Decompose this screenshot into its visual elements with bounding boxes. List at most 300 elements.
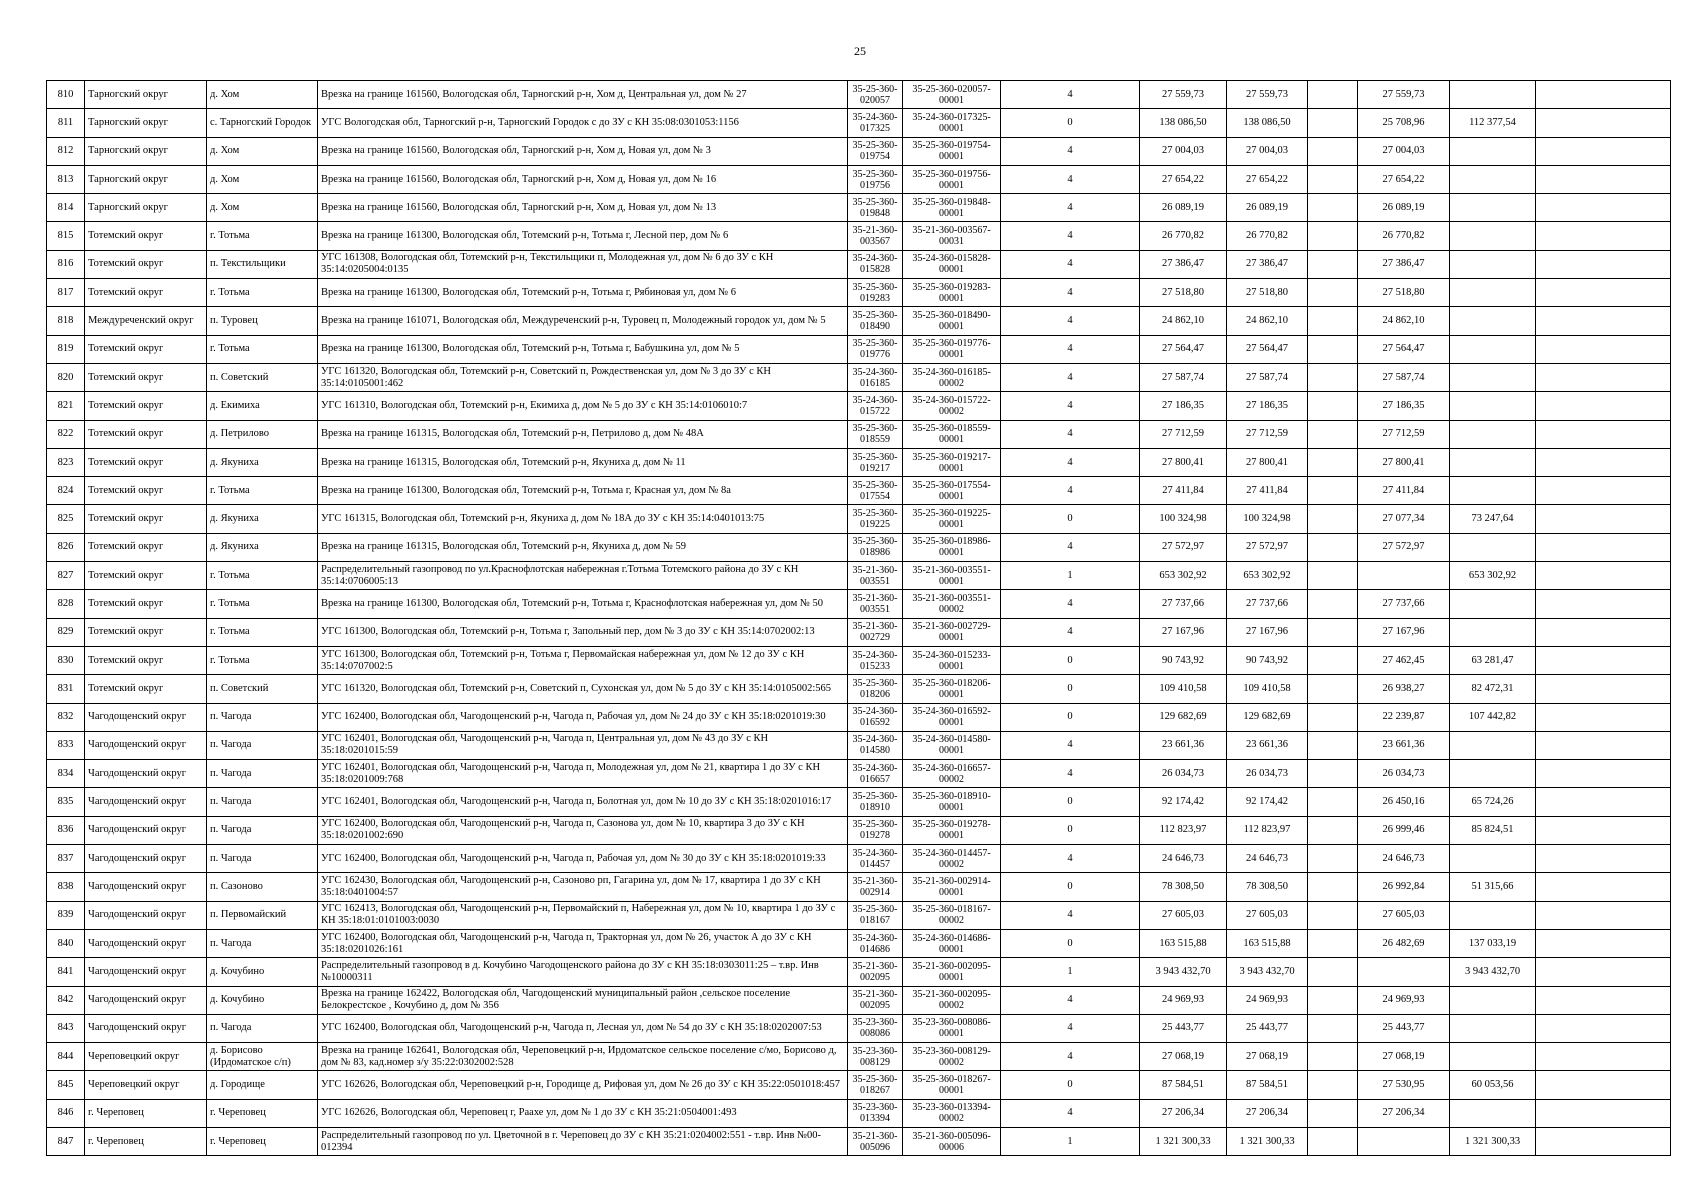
value-cell-2: 27 186,35 <box>1227 392 1308 420</box>
category-cell: 4 <box>1001 392 1140 420</box>
district-cell: г. Череповец <box>85 1099 207 1127</box>
value-cell-4: 24 862,10 <box>1358 307 1450 335</box>
cadastral-number-cell: 35-24-360-016592 <box>848 703 903 731</box>
category-cell: 0 <box>1001 929 1140 957</box>
district-cell: Тарногский округ <box>85 109 207 137</box>
value-cell-5 <box>1450 420 1536 448</box>
row-number-cell: 815 <box>47 222 85 250</box>
object-code-cell: 35-24-360-016185-00002 <box>903 363 1001 391</box>
value-cell-4 <box>1358 1127 1450 1155</box>
object-description-cell: Врезка на границе 161560, Вологодская обл, Тарногский р-н, Хом д, Центральная ул, дом № 27 <box>318 81 848 109</box>
table-row <box>47 1014 1671 1042</box>
locality-cell: д. Хом <box>207 165 318 193</box>
table-row <box>47 1099 1671 1127</box>
category-cell: 4 <box>1001 1014 1140 1042</box>
locality-cell: п. Сазоново <box>207 873 318 901</box>
cadastral-number-cell: 35-24-360-014686 <box>848 929 903 957</box>
object-code-cell: 35-25-360-019776-00001 <box>903 335 1001 363</box>
value-cell-1: 27 068,19 <box>1140 1043 1227 1071</box>
value-cell-6 <box>1536 1071 1671 1099</box>
district-cell: Междуреченский округ <box>85 307 207 335</box>
value-cell-3 <box>1308 165 1358 193</box>
value-cell-1: 27 004,03 <box>1140 137 1227 165</box>
value-cell-4: 27 564,47 <box>1358 335 1450 363</box>
value-cell-6 <box>1536 901 1671 929</box>
object-description-cell: УГС 162626, Вологодская обл, Череповец г, Раахе ул, дом № 1 до ЗУ с КН 35:21:0504001:493 <box>318 1099 848 1127</box>
locality-cell: п. Чагода <box>207 731 318 759</box>
table-row <box>47 703 1671 731</box>
value-cell-3 <box>1308 562 1358 590</box>
value-cell-4: 27 386,47 <box>1358 250 1450 278</box>
object-description-cell: Врезка на границе 162422, Вологодская обл, Чагодощенский муниципальный район ,сельское поселение Белокрестское , Кочубино д, дом № 356 <box>318 986 848 1014</box>
row-number-cell: 837 <box>47 845 85 873</box>
row-number-cell: 811 <box>47 109 85 137</box>
value-cell-3 <box>1308 533 1358 561</box>
locality-cell: д. Городище <box>207 1071 318 1099</box>
object-code-cell: 35-21-360-002729-00001 <box>903 618 1001 646</box>
locality-cell: г. Тотьма <box>207 590 318 618</box>
value-cell-5 <box>1450 250 1536 278</box>
category-cell: 4 <box>1001 81 1140 109</box>
value-cell-2: 27 068,19 <box>1227 1043 1308 1071</box>
value-cell-1: 25 443,77 <box>1140 1014 1227 1042</box>
value-cell-1: 87 584,51 <box>1140 1071 1227 1099</box>
cadastral-number-cell: 35-21-360-003551 <box>848 562 903 590</box>
value-cell-6 <box>1536 109 1671 137</box>
value-cell-6 <box>1536 392 1671 420</box>
value-cell-3 <box>1308 1071 1358 1099</box>
object-description-cell: Врезка на границе 161560, Вологодская обл, Тарногский р-н, Хом д, Новая ул, дом № 13 <box>318 194 848 222</box>
value-cell-4: 27 605,03 <box>1358 901 1450 929</box>
value-cell-3 <box>1308 1014 1358 1042</box>
locality-cell: д. Петрилово <box>207 420 318 448</box>
district-cell: г. Череповец <box>85 1127 207 1155</box>
value-cell-2: 26 770,82 <box>1227 222 1308 250</box>
value-cell-5 <box>1450 986 1536 1014</box>
table-row <box>47 81 1671 109</box>
value-cell-2: 78 308,50 <box>1227 873 1308 901</box>
row-number-cell: 826 <box>47 533 85 561</box>
locality-cell: д. Якуниха <box>207 448 318 476</box>
object-code-cell: 35-23-360-013394-00002 <box>903 1099 1001 1127</box>
district-cell: Чагодощенский округ <box>85 958 207 986</box>
cadastral-number-cell: 35-25-360-018559 <box>848 420 903 448</box>
cadastral-number-cell: 35-24-360-014457 <box>848 845 903 873</box>
table-row <box>47 222 1671 250</box>
category-cell: 0 <box>1001 788 1140 816</box>
locality-cell: д. Кочубино <box>207 986 318 1014</box>
cadastral-number-cell: 35-25-360-019225 <box>848 505 903 533</box>
value-cell-1: 24 646,73 <box>1140 845 1227 873</box>
object-description-cell: Врезка на границе 162641, Вологодская обл, Череповецкий р-н, Ирдоматское сельское поселение с/мо, Борисово д, дом № 83, кад.номер з/у 35:22:0302002:528 <box>318 1043 848 1071</box>
object-description-cell: Распределительный газопровод по ул.Краснофлотская набережная г.Тотьма Тотемского района до ЗУ с КН 35:14:0706005:13 <box>318 562 848 590</box>
value-cell-5: 85 824,51 <box>1450 816 1536 844</box>
category-cell: 0 <box>1001 873 1140 901</box>
value-cell-4: 26 089,19 <box>1358 194 1450 222</box>
locality-cell: п. Чагода <box>207 845 318 873</box>
value-cell-5 <box>1450 222 1536 250</box>
district-cell: Тотемский округ <box>85 533 207 561</box>
district-cell: Чагодощенский округ <box>85 731 207 759</box>
value-cell-4: 27 411,84 <box>1358 477 1450 505</box>
district-cell: Череповецкий округ <box>85 1071 207 1099</box>
table-row <box>47 420 1671 448</box>
value-cell-4: 27 186,35 <box>1358 392 1450 420</box>
table-row <box>47 618 1671 646</box>
object-code-cell: 35-25-360-019278-00001 <box>903 816 1001 844</box>
object-code-cell: 35-23-360-008129-00002 <box>903 1043 1001 1071</box>
category-cell: 4 <box>1001 845 1140 873</box>
value-cell-3 <box>1308 929 1358 957</box>
value-cell-5: 653 302,92 <box>1450 562 1536 590</box>
value-cell-6 <box>1536 788 1671 816</box>
object-description-cell: УГС 162400, Вологодская обл, Чагодощенский р-н, Чагода п, Рабочая ул, дом № 24 до ЗУ с КН 35:18:0201019:30 <box>318 703 848 731</box>
value-cell-1: 27 206,34 <box>1140 1099 1227 1127</box>
cadastral-number-cell: 35-24-360-015233 <box>848 646 903 674</box>
locality-cell: п. Чагода <box>207 788 318 816</box>
value-cell-2: 27 737,66 <box>1227 590 1308 618</box>
value-cell-4: 27 077,34 <box>1358 505 1450 533</box>
value-cell-6 <box>1536 986 1671 1014</box>
value-cell-6 <box>1536 703 1671 731</box>
object-description-cell: УГС 162401, Вологодская обл, Чагодощенский р-н, Чагода п, Центральная ул, дом № 43 до ЗУ с КН 35:18:0201015:59 <box>318 731 848 759</box>
object-code-cell: 35-24-360-016592-00001 <box>903 703 1001 731</box>
category-cell: 0 <box>1001 109 1140 137</box>
cadastral-number-cell: 35-25-360-019754 <box>848 137 903 165</box>
table-row <box>47 505 1671 533</box>
table-row <box>47 448 1671 476</box>
value-cell-6 <box>1536 1014 1671 1042</box>
value-cell-4: 27 206,34 <box>1358 1099 1450 1127</box>
value-cell-1: 27 559,73 <box>1140 81 1227 109</box>
value-cell-6 <box>1536 477 1671 505</box>
value-cell-6 <box>1536 618 1671 646</box>
value-cell-3 <box>1308 279 1358 307</box>
object-code-cell: 35-25-360-019754-00001 <box>903 137 1001 165</box>
locality-cell: д. Хом <box>207 81 318 109</box>
value-cell-4: 22 239,87 <box>1358 703 1450 731</box>
row-number-cell: 814 <box>47 194 85 222</box>
value-cell-1: 24 862,10 <box>1140 307 1227 335</box>
district-cell: Тарногский округ <box>85 194 207 222</box>
cadastral-number-cell: 35-24-360-016185 <box>848 363 903 391</box>
row-number-cell: 841 <box>47 958 85 986</box>
object-code-cell: 35-25-360-019283-00001 <box>903 279 1001 307</box>
cadastral-number-cell: 35-25-360-017554 <box>848 477 903 505</box>
row-number-cell: 838 <box>47 873 85 901</box>
value-cell-4: 26 482,69 <box>1358 929 1450 957</box>
value-cell-2: 138 086,50 <box>1227 109 1308 137</box>
cadastral-number-cell: 35-25-360-018986 <box>848 533 903 561</box>
row-number-cell: 844 <box>47 1043 85 1071</box>
value-cell-3 <box>1308 1127 1358 1155</box>
row-number-cell: 839 <box>47 901 85 929</box>
value-cell-3 <box>1308 590 1358 618</box>
value-cell-2: 129 682,69 <box>1227 703 1308 731</box>
object-description-cell: Врезка на границе 161300, Вологодская обл, Тотемский р-н, Тотьма г, Красная ул, дом № 8а <box>318 477 848 505</box>
locality-cell: п. Чагода <box>207 929 318 957</box>
value-cell-5 <box>1450 477 1536 505</box>
table-row <box>47 562 1671 590</box>
row-number-cell: 820 <box>47 363 85 391</box>
row-number-cell: 835 <box>47 788 85 816</box>
row-number-cell: 823 <box>47 448 85 476</box>
value-cell-2: 27 206,34 <box>1227 1099 1308 1127</box>
value-cell-3 <box>1308 109 1358 137</box>
locality-cell: п. Чагода <box>207 760 318 788</box>
value-cell-1: 129 682,69 <box>1140 703 1227 731</box>
object-code-cell: 35-21-360-002095-00002 <box>903 986 1001 1014</box>
category-cell: 1 <box>1001 1127 1140 1155</box>
value-cell-2: 27 605,03 <box>1227 901 1308 929</box>
object-description-cell: УГС 162626, Вологодская обл, Череповецкий р-н, Городище д, Рифовая ул, дом № 26 до ЗУ с КН 35:22:0501018:457 <box>318 1071 848 1099</box>
value-cell-6 <box>1536 279 1671 307</box>
value-cell-1: 23 661,36 <box>1140 731 1227 759</box>
value-cell-3 <box>1308 81 1358 109</box>
district-cell: Чагодощенский округ <box>85 873 207 901</box>
value-cell-1: 27 800,41 <box>1140 448 1227 476</box>
row-number-cell: 810 <box>47 81 85 109</box>
value-cell-2: 27 564,47 <box>1227 335 1308 363</box>
value-cell-4: 27 737,66 <box>1358 590 1450 618</box>
value-cell-5: 137 033,19 <box>1450 929 1536 957</box>
row-number-cell: 834 <box>47 760 85 788</box>
value-cell-1: 27 186,35 <box>1140 392 1227 420</box>
value-cell-3 <box>1308 731 1358 759</box>
locality-cell: г. Тотьма <box>207 562 318 590</box>
value-cell-1: 92 174,42 <box>1140 788 1227 816</box>
value-cell-1: 90 743,92 <box>1140 646 1227 674</box>
value-cell-1: 78 308,50 <box>1140 873 1227 901</box>
value-cell-3 <box>1308 675 1358 703</box>
row-number-cell: 817 <box>47 279 85 307</box>
value-cell-4: 27 572,97 <box>1358 533 1450 561</box>
value-cell-2: 23 661,36 <box>1227 731 1308 759</box>
value-cell-6 <box>1536 816 1671 844</box>
object-description-cell: УГС 162400, Вологодская обл, Чагодощенский р-н, Чагода п, Рабочая ул, дом № 30 до ЗУ с КН 35:18:0201019:33 <box>318 845 848 873</box>
value-cell-6 <box>1536 1043 1671 1071</box>
row-number-cell: 846 <box>47 1099 85 1127</box>
value-cell-5 <box>1450 194 1536 222</box>
value-cell-6 <box>1536 675 1671 703</box>
value-cell-1: 112 823,97 <box>1140 816 1227 844</box>
value-cell-5 <box>1450 1014 1536 1042</box>
value-cell-5 <box>1450 335 1536 363</box>
table-row <box>47 731 1671 759</box>
cadastral-number-cell: 35-24-360-016657 <box>848 760 903 788</box>
object-code-cell: 35-24-360-015828-00001 <box>903 250 1001 278</box>
value-cell-6 <box>1536 307 1671 335</box>
value-cell-5: 63 281,47 <box>1450 646 1536 674</box>
value-cell-4: 24 646,73 <box>1358 845 1450 873</box>
value-cell-5 <box>1450 590 1536 618</box>
category-cell: 4 <box>1001 194 1140 222</box>
value-cell-4: 26 999,46 <box>1358 816 1450 844</box>
cadastral-number-cell: 35-24-360-014580 <box>848 731 903 759</box>
district-cell: Тотемский округ <box>85 420 207 448</box>
object-description-cell: УГС 161320, Вологодская обл, Тотемский р-н, Советский п, Сухонская ул, дом № 5 до ЗУ с КН 35:14:0105002:565 <box>318 675 848 703</box>
object-description-cell: УГС 162401, Вологодская обл, Чагодощенский р-н, Чагода п, Болотная ул, дом № 10 до ЗУ с КН 35:18:0201016:17 <box>318 788 848 816</box>
value-cell-4: 27 518,80 <box>1358 279 1450 307</box>
value-cell-1: 24 969,93 <box>1140 986 1227 1014</box>
cadastral-number-cell: 35-21-360-002095 <box>848 986 903 1014</box>
category-cell: 0 <box>1001 1071 1140 1099</box>
value-cell-5 <box>1450 363 1536 391</box>
category-cell: 0 <box>1001 675 1140 703</box>
value-cell-4: 26 034,73 <box>1358 760 1450 788</box>
value-cell-1: 163 515,88 <box>1140 929 1227 957</box>
object-code-cell: 35-24-360-014580-00001 <box>903 731 1001 759</box>
cadastral-number-cell: 35-23-360-008129 <box>848 1043 903 1071</box>
cadastral-number-cell: 35-24-360-015722 <box>848 392 903 420</box>
table-row <box>47 901 1671 929</box>
object-description-cell: Врезка на границе 161071, Вологодская обл, Междуреченский р-н, Туровец п, Молодежный городок ул, дом № 5 <box>318 307 848 335</box>
object-description-cell: Врезка на границе 161560, Вологодская обл, Тарногский р-н, Хом д, Новая ул, дом № 16 <box>318 165 848 193</box>
value-cell-6 <box>1536 873 1671 901</box>
object-code-cell: 35-25-360-019848-00001 <box>903 194 1001 222</box>
table-row <box>47 533 1671 561</box>
category-cell: 4 <box>1001 279 1140 307</box>
value-cell-2: 87 584,51 <box>1227 1071 1308 1099</box>
value-cell-5: 73 247,64 <box>1450 505 1536 533</box>
value-cell-5: 107 442,82 <box>1450 703 1536 731</box>
locality-cell: п. Советский <box>207 675 318 703</box>
value-cell-5 <box>1450 81 1536 109</box>
category-cell: 4 <box>1001 250 1140 278</box>
object-code-cell: 35-25-360-019217-00001 <box>903 448 1001 476</box>
value-cell-4: 27 068,19 <box>1358 1043 1450 1071</box>
table-row <box>47 1071 1671 1099</box>
table-row <box>47 646 1671 674</box>
district-cell: Тарногский округ <box>85 81 207 109</box>
district-cell: Тотемский округ <box>85 562 207 590</box>
value-cell-4: 25 443,77 <box>1358 1014 1450 1042</box>
object-code-cell: 35-21-360-003567-00031 <box>903 222 1001 250</box>
row-number-cell: 825 <box>47 505 85 533</box>
row-number-cell: 842 <box>47 986 85 1014</box>
row-number-cell: 829 <box>47 618 85 646</box>
value-cell-4: 27 559,73 <box>1358 81 1450 109</box>
object-description-cell: УГС 162400, Вологодская обл, Чагодощенский р-н, Чагода п, Сазонова ул, дом № 10, квартира 3 до ЗУ с КН 35:18:0201002:690 <box>318 816 848 844</box>
locality-cell: д. Екимиха <box>207 392 318 420</box>
table-row <box>47 109 1671 137</box>
table-row <box>47 165 1671 193</box>
value-cell-2: 25 443,77 <box>1227 1014 1308 1042</box>
locality-cell: п. Туровец <box>207 307 318 335</box>
row-number-cell: 836 <box>47 816 85 844</box>
value-cell-5: 60 053,56 <box>1450 1071 1536 1099</box>
value-cell-1: 26 770,82 <box>1140 222 1227 250</box>
district-cell: Чагодощенский округ <box>85 816 207 844</box>
value-cell-3 <box>1308 250 1358 278</box>
value-cell-3 <box>1308 448 1358 476</box>
district-cell: Череповецкий округ <box>85 1043 207 1071</box>
value-cell-1: 27 518,80 <box>1140 279 1227 307</box>
value-cell-4: 27 004,03 <box>1358 137 1450 165</box>
value-cell-1: 27 737,66 <box>1140 590 1227 618</box>
cadastral-number-cell: 35-21-360-002914 <box>848 873 903 901</box>
cadastral-number-cell: 35-25-360-018267 <box>848 1071 903 1099</box>
value-cell-4: 23 661,36 <box>1358 731 1450 759</box>
object-description-cell: Врезка на границе 161300, Вологодская обл, Тотемский р-н, Тотьма г, Лесной пер, дом № 6 <box>318 222 848 250</box>
cadastral-number-cell: 35-21-360-003551 <box>848 590 903 618</box>
locality-cell: с. Тарногский Городок <box>207 109 318 137</box>
object-description-cell: Распределительный газопровод в д. Кочубино Чагодощенского района до ЗУ с КН 35:18:0303011:25 – т.вр. Инв №10000311 <box>318 958 848 986</box>
value-cell-1: 27 712,59 <box>1140 420 1227 448</box>
object-description-cell: УГС 161310, Вологодская обл, Тотемский р-н, Екимиха д, дом № 5 до ЗУ с КН 35:14:0106010:7 <box>318 392 848 420</box>
district-cell: Тотемский округ <box>85 618 207 646</box>
district-cell: Тотемский округ <box>85 250 207 278</box>
district-cell: Тарногский округ <box>85 165 207 193</box>
value-cell-2: 27 004,03 <box>1227 137 1308 165</box>
value-cell-2: 26 089,19 <box>1227 194 1308 222</box>
object-description-cell: УГС 162413, Вологодская обл, Чагодощенский р-н, Первомайский п, Набережная ул, дом № 10, квартира 1 до ЗУ с КН 35:18:01:0101003:0030 <box>318 901 848 929</box>
value-cell-3 <box>1308 816 1358 844</box>
locality-cell: г. Тотьма <box>207 335 318 363</box>
cadastral-number-cell: 35-21-360-002729 <box>848 618 903 646</box>
value-cell-2: 1 321 300,33 <box>1227 1127 1308 1155</box>
district-cell: Тотемский округ <box>85 335 207 363</box>
value-cell-6 <box>1536 590 1671 618</box>
row-number-cell: 832 <box>47 703 85 731</box>
cadastral-number-cell: 35-25-360-018206 <box>848 675 903 703</box>
value-cell-2: 27 712,59 <box>1227 420 1308 448</box>
category-cell: 4 <box>1001 448 1140 476</box>
value-cell-5: 112 377,54 <box>1450 109 1536 137</box>
district-cell: Чагодощенский округ <box>85 901 207 929</box>
object-description-cell: УГС 161300, Вологодская обл, Тотемский р-н, Тотьма г, Первомайская набережная ул, дом № 12 до ЗУ с КН 35:14:0707002:5 <box>318 646 848 674</box>
district-cell: Тотемский округ <box>85 646 207 674</box>
table-row <box>47 477 1671 505</box>
locality-cell: п. Чагода <box>207 1014 318 1042</box>
locality-cell: д. Хом <box>207 194 318 222</box>
value-cell-3 <box>1308 420 1358 448</box>
category-cell: 4 <box>1001 533 1140 561</box>
district-cell: Тотемский округ <box>85 477 207 505</box>
district-cell: Тотемский округ <box>85 675 207 703</box>
table-row <box>47 137 1671 165</box>
category-cell: 1 <box>1001 562 1140 590</box>
row-number-cell: 812 <box>47 137 85 165</box>
value-cell-5 <box>1450 165 1536 193</box>
cadastral-number-cell: 35-21-360-003567 <box>848 222 903 250</box>
category-cell: 4 <box>1001 901 1140 929</box>
category-cell: 0 <box>1001 505 1140 533</box>
value-cell-2: 27 167,96 <box>1227 618 1308 646</box>
cadastral-number-cell: 35-23-360-013394 <box>848 1099 903 1127</box>
value-cell-6 <box>1536 448 1671 476</box>
object-code-cell: 35-21-360-003551-00001 <box>903 562 1001 590</box>
locality-cell: д. Якуниха <box>207 505 318 533</box>
cadastral-number-cell: 35-25-360-020057 <box>848 81 903 109</box>
value-cell-3 <box>1308 958 1358 986</box>
value-cell-3 <box>1308 307 1358 335</box>
object-code-cell: 35-24-360-017325-00001 <box>903 109 1001 137</box>
value-cell-3 <box>1308 505 1358 533</box>
cadastral-number-cell: 35-25-360-019278 <box>848 816 903 844</box>
value-cell-6 <box>1536 533 1671 561</box>
value-cell-1: 27 605,03 <box>1140 901 1227 929</box>
value-cell-5 <box>1450 845 1536 873</box>
table-row <box>47 194 1671 222</box>
cadastral-number-cell: 35-23-360-008086 <box>848 1014 903 1042</box>
row-number-cell: 827 <box>47 562 85 590</box>
row-number-cell: 816 <box>47 250 85 278</box>
row-number-cell: 828 <box>47 590 85 618</box>
value-cell-2: 27 800,41 <box>1227 448 1308 476</box>
object-description-cell: Врезка на границе 161300, Вологодская обл, Тотемский р-н, Тотьма г, Рябиновая ул, дом № 6 <box>318 279 848 307</box>
locality-cell: д. Борисово (Ирдоматское с/п) <box>207 1043 318 1071</box>
